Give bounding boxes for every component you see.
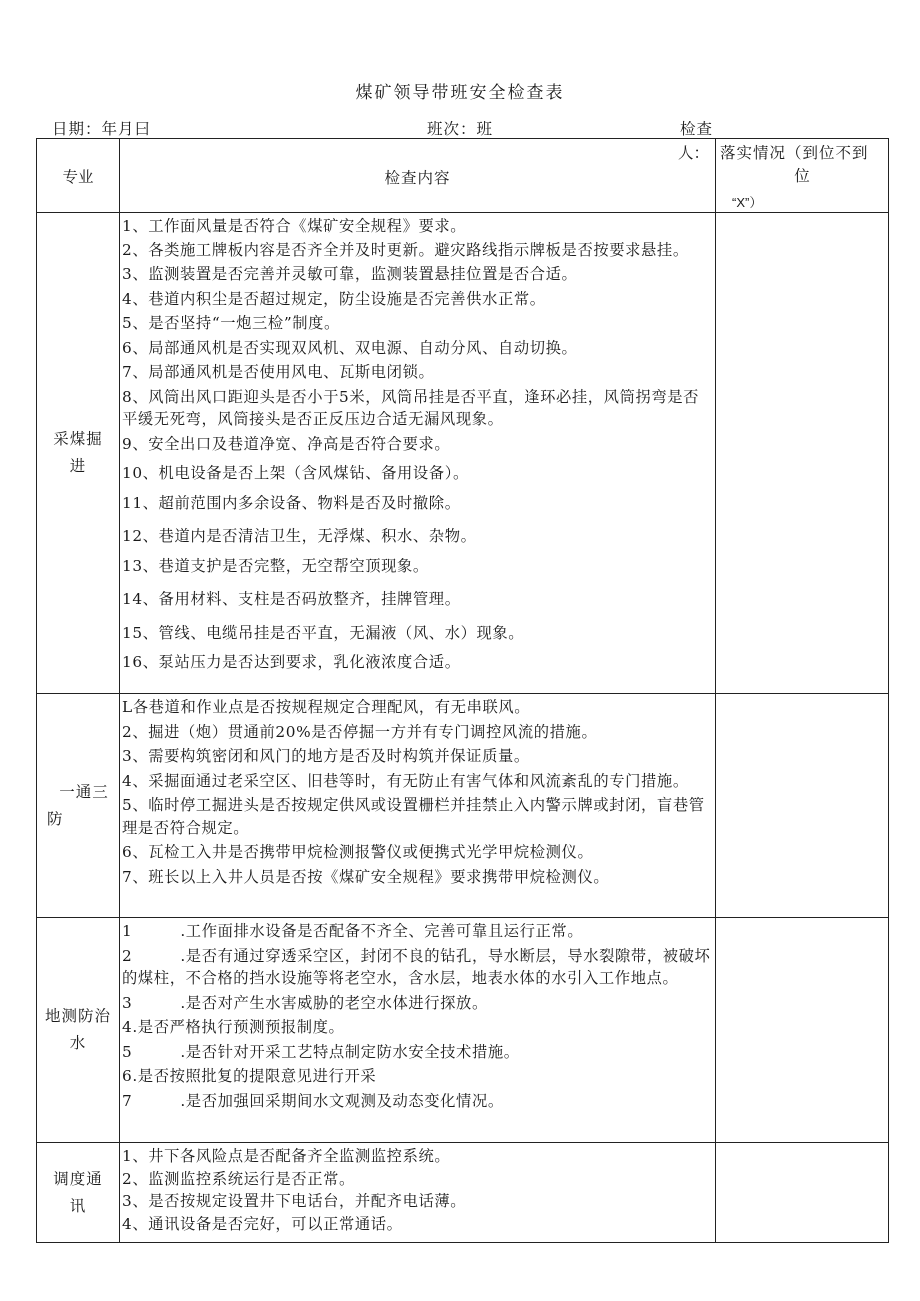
check-item: 15、管线、电缆吊挂是否平直，无漏液（风、水）现象。 — [122, 623, 525, 642]
category-line: 进 — [69, 457, 87, 475]
header-major: 专业 — [37, 139, 120, 213]
check-item: 8、风筒出风口距迎头是否小于5米，风筒吊挂是否平直，逢环必挂，风筒拐弯是否平缓无死弯，风筒接头是否正反压边合适无漏风现象。 — [122, 387, 700, 428]
check-item: 3、需要构筑密闭和风门的地方是否及时构筑并保证质量。 — [122, 747, 530, 765]
category-line: 水 — [69, 1034, 87, 1052]
check-item: 12、巷道内是否清洁卫生，无浮煤、积水、杂物。 — [122, 527, 477, 545]
category-cell — [37, 1143, 120, 1243]
check-item: 5、临时停工掘进头是否按规定供风或设置栅栏并挂禁止入内警示牌或封闭，盲巷管理是否符合规定。 — [122, 796, 705, 837]
check-item: 4、通讯设备是否完好，可以正常通话。 — [122, 1214, 403, 1233]
category-line: 采煤掘 — [53, 430, 103, 448]
check-item: 3 .是否对产生水害威胁的老空水体进行探放。 — [122, 993, 488, 1012]
inspection-table — [36, 138, 889, 1243]
check-item: 5 .是否针对开采工艺特点制定防水安全技术措施。 — [122, 1042, 520, 1061]
table-header-row — [37, 139, 889, 213]
check-item: 4、巷道内积尘是否超过规定，防尘设施是否完善供水正常。 — [122, 289, 546, 308]
result-cell[interactable] — [716, 213, 889, 694]
check-item: 7、局部通风机是否使用风电、瓦斯电闭锁。 — [122, 363, 435, 381]
check-item: 1 .工作面排水设备是否配备不齐全、完善可靠且运行正常。 — [122, 922, 584, 940]
check-item: 2、各类施工牌板内容是否齐全并及时更新。避灾路线指示牌板是否按要求悬挂。 — [122, 240, 689, 259]
header-content-label: 检查内容 — [384, 169, 451, 187]
check-item: 2、掘进（炮）贯通前20%是否停掘一方并有专门调控风流的措施。 — [122, 722, 598, 741]
items-cell — [120, 213, 716, 694]
check-item: 5、是否坚持“一炮三检”制度。 — [122, 314, 340, 332]
category-line: 讯 — [69, 1196, 87, 1215]
category-cell — [37, 694, 120, 918]
page-title: 煤矿领导带班安全检查表 — [355, 83, 565, 103]
check-item: 4、采掘面通过老采空区、旧巷等时，有无防止有害气体和风流紊乱的专门措施。 — [122, 771, 689, 790]
items-cell — [120, 918, 716, 1143]
header-result — [716, 139, 889, 213]
category-line: 一通三 — [59, 782, 109, 801]
check-item: 16、泵站压力是否达到要求，乳化液浓度合适。 — [122, 653, 461, 671]
shift-field: 班次：班 — [427, 120, 494, 138]
category-line: 防 — [47, 809, 64, 828]
items-cell — [120, 1143, 716, 1243]
result-cell[interactable] — [716, 918, 889, 1143]
check-item: 6、局部通风机是否实现双风机、双电源、自动分风、自动切换。 — [122, 338, 578, 357]
section-row-mining — [37, 213, 889, 694]
section-row-water — [37, 918, 889, 1143]
result-cell[interactable] — [716, 694, 889, 918]
check-item: 1、井下各风险点是否配备齐全监测监控系统。 — [122, 1147, 451, 1165]
result-cell[interactable] — [716, 1143, 889, 1243]
category-cell — [37, 918, 120, 1143]
date-field: 日期：年月曰 — [52, 120, 152, 138]
check-item: 3、是否按规定设置井下电话台，并配齐电话薄。 — [122, 1192, 467, 1210]
header-result-line3: “X”） — [732, 195, 763, 210]
check-item: L各巷道和作业点是否按规程规定合理配风，有无串联风。 — [122, 698, 531, 716]
category-line: 调度通 — [53, 1169, 103, 1188]
check-item: 2、监测监控系统运行是否正常。 — [122, 1169, 355, 1188]
check-item: 2 .是否有通过穿透采空区，封闭不良的钻孔，导水断层，导水裂隙带，被破坏的煤柱，不合格的挡水设施等将老空水，含水层，地表水体的水引入工作地点。 — [122, 946, 711, 987]
section-row-ventilation — [37, 694, 889, 918]
section-row-dispatch — [37, 1143, 889, 1243]
category-cell — [37, 213, 120, 694]
check-item: 6、瓦检工入井是否携带甲烷检测报警仪或便携式光学甲烷检测仪。 — [122, 843, 594, 861]
check-item: 7 .是否加强回采期间水文观测及动态变化情况。 — [122, 1091, 504, 1110]
check-item: 9、安全出口及巷道净宽、净高是否符合要求。 — [122, 434, 451, 453]
check-item: 13、巷道支护是否完整，无空帮空顶现象。 — [122, 556, 429, 575]
inspector-label: 检查 — [680, 120, 714, 138]
check-item: 10、机电设备是否上架（含风煤钻、备用设备）。 — [122, 464, 469, 482]
inspector-label-tail: 人： — [677, 144, 709, 162]
check-item: 7、班长以上入井人员是否按《煤矿安全规程》要求携带甲烷检测仪。 — [122, 867, 610, 886]
header-content — [120, 139, 716, 213]
check-item: 3、监测装置是否完善并灵敏可靠，监测装置悬挂位置是否合适。 — [122, 265, 578, 283]
check-item: 1、工作面风量是否符合《煤矿安全规程》要求。 — [122, 217, 467, 235]
category-line: 地测防治 — [44, 1007, 111, 1025]
header-result-line1: 落实情况（到位不到 — [720, 144, 869, 162]
header-result-line2: 位 — [794, 167, 810, 185]
check-item: 6.是否按照批复的提限意见进行开采 — [122, 1067, 377, 1085]
check-item: 14、备用材料、支柱是否码放整齐，挂牌管理。 — [122, 590, 461, 608]
check-item: 11、超前范围内多余设备、物料是否及时撤除。 — [122, 493, 461, 512]
items-cell — [120, 694, 716, 918]
check-item: 4.是否严格执行预测预报制度。 — [122, 1018, 345, 1036]
